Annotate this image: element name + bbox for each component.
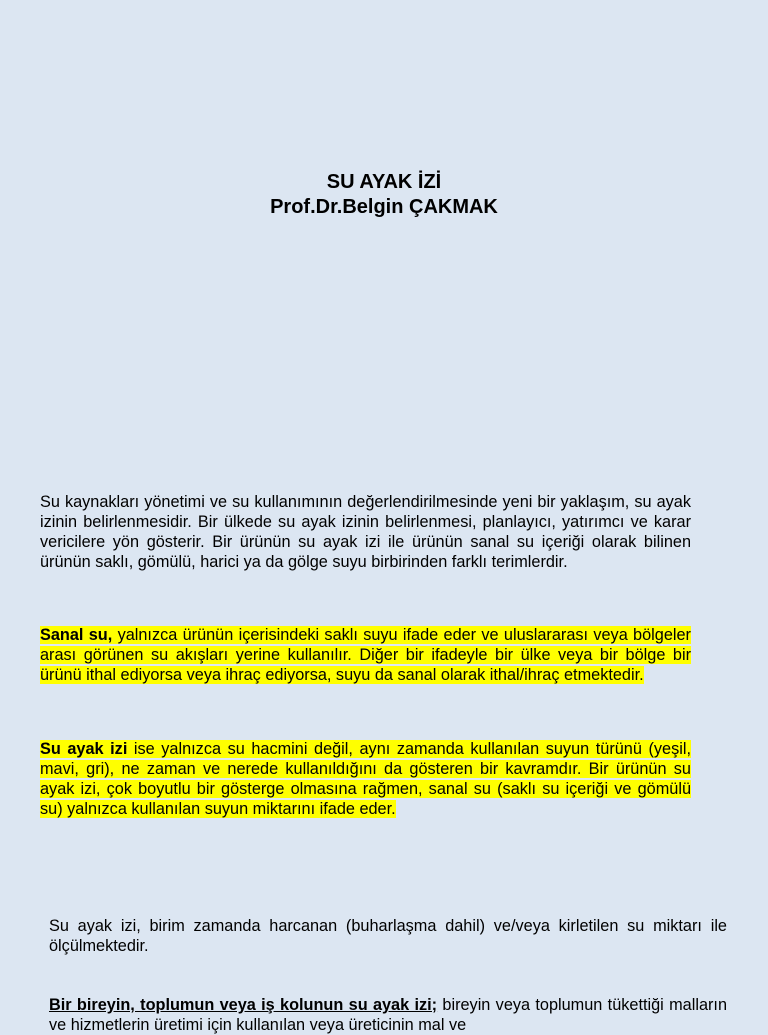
title-author: Prof.Dr.Belgin ÇAKMAK — [270, 196, 498, 218]
individual-footprint-term: Bir bireyin, toplumun veya iş kolunun su ayak izi; — [49, 996, 438, 1014]
water-footprint-term: Su ayak izi — [40, 740, 128, 758]
water-footprint-text: ise yalnızca su hacmini değil, aynı zamanda kullanılan suyun türünü (yeşil, mavi, gri), ne zaman ve nerede kullanıldığını da gösteren bir kavramdır. Bir ürünün su ayak izi, çok boyutlu bir gösterge olmasına rağmen, sanal su (saklı su içeriği ve gömülü su) yalnızca kullanılan suyun miktarını ifade eder. — [40, 740, 691, 818]
title-main: SU AYAK İZİ — [326, 171, 442, 193]
virtual-water-term: Sanal su, — [40, 626, 113, 644]
water-footprint-highlight — [40, 740, 691, 818]
paragraph-water-footprint — [40, 739, 691, 819]
document-title — [0, 170, 768, 220]
paragraph-intro: Su kaynakları yönetimi ve su kullanımının değerlendirilmesinde yeni bir yaklaşım, su ayak izinin belirlenmesidir. Bir ülkede su ayak izinin belirlenmesi, planlayıcı, yatırımcı ve karar vericilere yön gösterir. Bir ürünün su ayak izi ile ürünün sanal su içeriği olarak bilinen ürünün saklı, gömülü, harici ya da gölge suyu birbirinden farklı terimlerdir. — [40, 493, 691, 571]
paragraph-individual-footprint — [49, 995, 727, 1035]
individual-footprint-text: bireyin veya toplumun tükettiği malların ve hizmetlerin üretimi için kullanılan veya üreticinin mal ve — [49, 996, 727, 1034]
virtual-water-highlight — [40, 626, 691, 684]
paragraph-virtual-water — [40, 625, 691, 685]
virtual-water-text: yalnızca ürünün içerisindeki saklı suyu ifade eder ve uluslararası veya bölgeler arası görünen su akışları yerine kullanılır. Diğer bir ifadeyle bir ülke veya bir bölge bir ürünü ithal ediyorsa veya ihraç ediyorsa, suyu da sanal olarak ithal/ihraç etmektedir. — [40, 626, 691, 684]
paragraph-measurement: Su ayak izi, birim zamanda harcanan (buharlaşma dahil) ve/veya kirletilen su miktarı ile ölçülmektedir. — [49, 917, 727, 955]
